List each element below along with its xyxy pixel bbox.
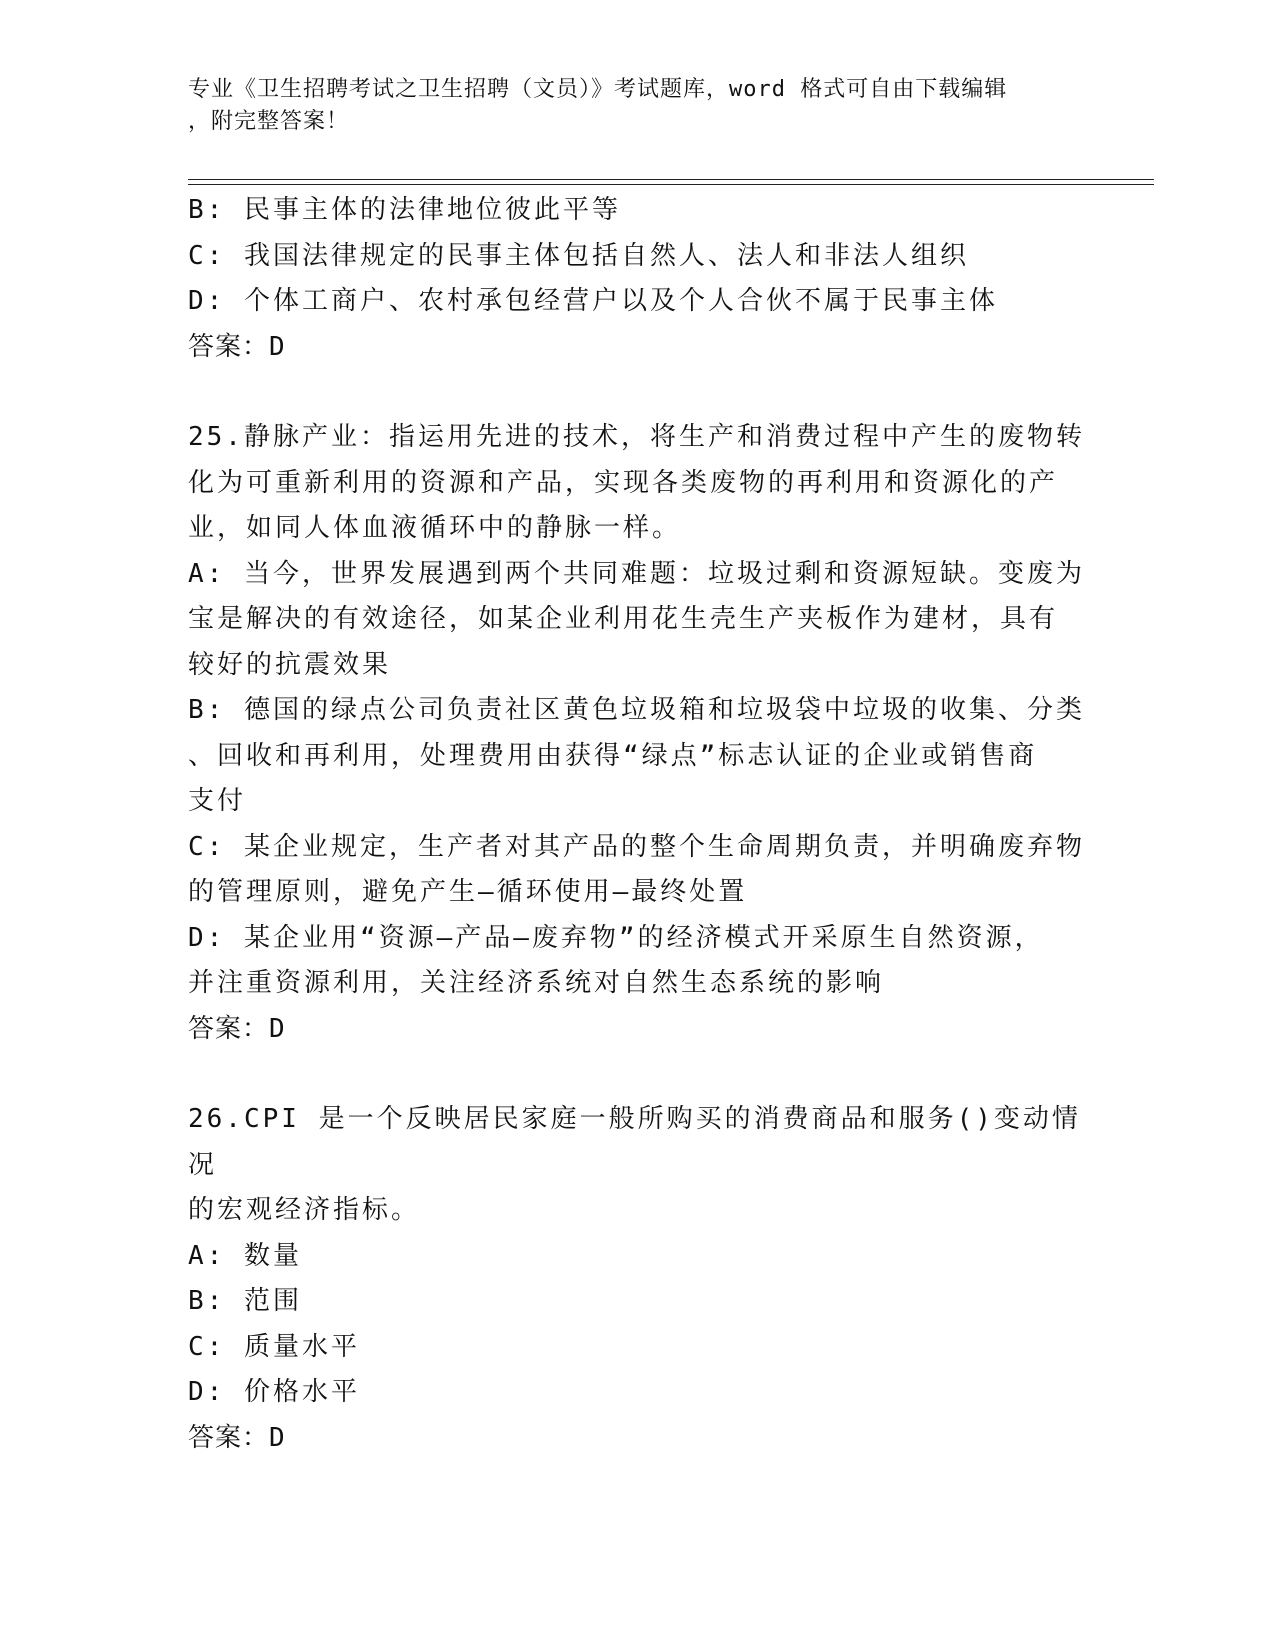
option-line: C: 我国法律规定的民事主体包括自然人、法人和非法人组织 bbox=[188, 240, 969, 271]
question-stem-line: 26.CPI 是一个反映居民家庭一般所购买的消费商品和服务()变动情况 bbox=[188, 1104, 1081, 1180]
option-line: 的管理原则，避免产生—循环使用—最终处置 bbox=[188, 877, 748, 907]
question-block bbox=[188, 188, 1088, 370]
header-divider-top bbox=[188, 179, 1154, 180]
option-line: B: 民事主体的法律地位彼此平等 bbox=[188, 195, 621, 225]
answer-line: 答案：D bbox=[188, 1013, 286, 1044]
option-line: B: 德国的绿点公司负责社区黄色垃圾箱和垃圾袋中垃圾的收集、分类 bbox=[188, 695, 1085, 725]
option-line: D: 价格水平 bbox=[188, 1377, 360, 1407]
header-divider-bottom bbox=[188, 184, 1154, 185]
question-content bbox=[188, 188, 1088, 1461]
question-stem-line: 25.静脉产业：指运用先进的技术，将生产和消费过程中产生的废物转 bbox=[188, 422, 1085, 452]
option-line: B: 范围 bbox=[188, 1286, 302, 1316]
option-line: D: 个体工商户、农村承包经营户以及个人合伙不属于民事主体 bbox=[188, 286, 998, 316]
answer-line: 答案：D bbox=[188, 1422, 286, 1453]
option-line: 、回收和再利用，处理费用由获得“绿点”标志认证的企业或销售商 bbox=[188, 740, 1038, 771]
question-stem-line: 业，如同人体血液循环中的静脉一样。 bbox=[188, 513, 682, 543]
spacer bbox=[188, 370, 1088, 415]
question-block bbox=[188, 415, 1088, 1052]
document-header bbox=[188, 74, 1088, 138]
header-line: 专业《卫生招聘考试之卫生招聘（文员）》考试题库，word 格式可自由下载编辑 bbox=[188, 77, 1008, 102]
question-block bbox=[188, 1097, 1088, 1461]
option-line: 并注重资源利用，关注经济系统对自然生态系统的影响 bbox=[188, 968, 885, 998]
option-line: C: 质量水平 bbox=[188, 1331, 360, 1362]
question-stem-line: 化为可重新利用的资源和产品，实现各类废物的再利用和资源化的产 bbox=[188, 467, 1059, 498]
option-line: 较好的抗震效果 bbox=[188, 649, 392, 680]
option-line: 支付 bbox=[188, 786, 247, 816]
option-line: A: 当今，世界发展遇到两个共同难题：垃圾过剩和资源短缺。变废为 bbox=[188, 558, 1085, 589]
question-stem-line: 的宏观经济指标。 bbox=[188, 1195, 421, 1225]
answer-line: 答案：D bbox=[188, 331, 286, 362]
option-line: 宝是解决的有效途径，如某企业利用花生壳生产夹板作为建材，具有 bbox=[188, 604, 1059, 634]
option-line: C: 某企业规定，生产者对其产品的整个生命周期负责，并明确废弃物 bbox=[188, 831, 1085, 862]
header-line: ，附完整答案！ bbox=[188, 109, 350, 134]
option-line: A: 数量 bbox=[188, 1240, 302, 1271]
option-line: D: 某企业用“资源—产品—废弃物”的经济模式开采原生自然资源， bbox=[188, 922, 1044, 953]
spacer bbox=[188, 1052, 1088, 1097]
